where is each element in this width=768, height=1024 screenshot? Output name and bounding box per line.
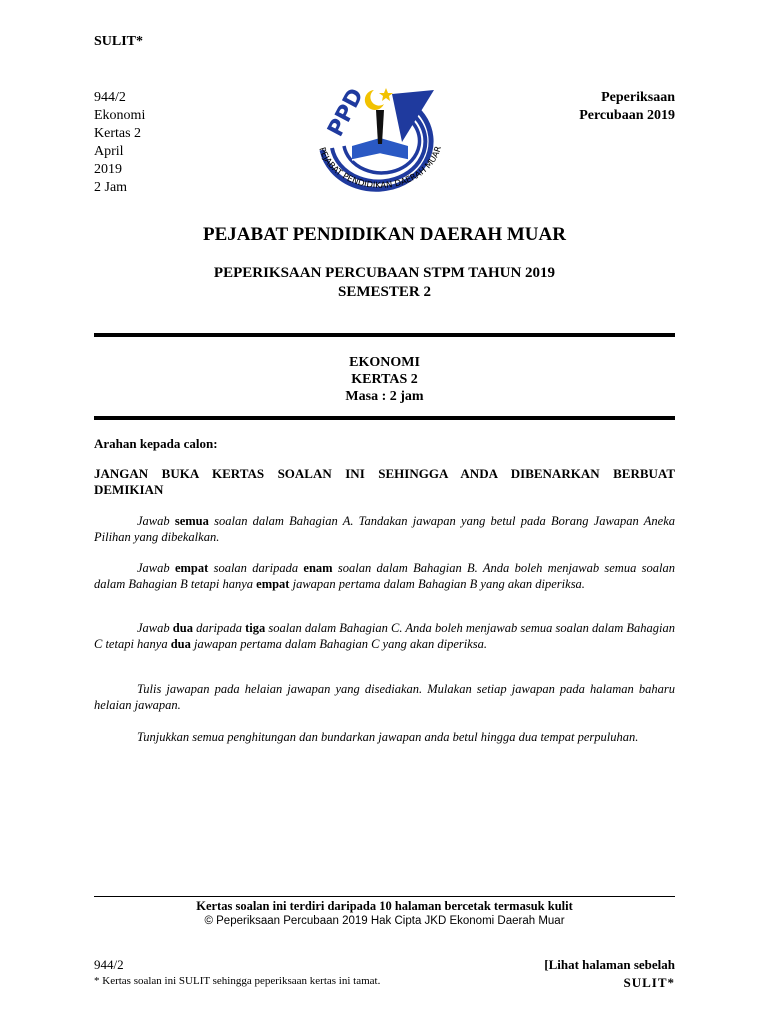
top-divider: [94, 333, 675, 337]
subject-block: [94, 354, 675, 405]
paper-month: April: [94, 144, 124, 159]
instruction-section-b: Jawab empat soalan daripada enam soalan dalam Bahagian B. Anda boleh menjawab semua soalan dalam Bahagian B tetapi hanya empat jawapan pertama dalam Bahagian B yang akan diperiksa.: [94, 561, 675, 591]
copyright-note: © Peperiksaan Percubaan 2019 Hak Cipta JKD Ekonomi Daerah Muar: [204, 915, 565, 927]
bottom-divider: [94, 416, 675, 420]
paper-number: Kertas 2: [94, 126, 142, 141]
paper-duration: 2 Jam: [94, 180, 128, 195]
next-page-note: [Lihat halaman sebelah: [544, 957, 675, 972]
footer-classification: SULIT*: [623, 975, 675, 990]
subject-paper: KERTAS 2: [351, 372, 418, 387]
logo-ppd-text: PPD: [323, 84, 370, 141]
ppd-logo-icon: [300, 80, 460, 195]
subject-duration: Masa : 2 jam: [345, 389, 424, 404]
footer-paper-code: 944/2: [94, 957, 124, 972]
paper-subject: Ekonomi: [94, 108, 146, 123]
warning-line1: JANGAN BUKA KERTAS SOALAN INI SEHINGGA ANDA DIBENARKAN BERBUAT: [94, 466, 675, 481]
exam-type: [579, 89, 675, 125]
paper-year: 2019: [94, 162, 122, 177]
warning-text: [94, 466, 675, 498]
paper-meta: [94, 89, 145, 197]
page-count-note: Kertas soalan ini terdiri daripada 10 halaman bercetak termasuk kulit: [196, 899, 573, 913]
footer-sulit-note: * Kertas soalan ini SULIT sehingga peperiksaan kertas ini tamat.: [94, 975, 381, 987]
instruction-answer-sheet: Tulis jawapan pada helaian jawapan yang disediakan. Mulakan setiap jawapan pada halaman baharu helaian jawapan.: [94, 682, 675, 712]
instruction-section-c: Jawab dua daripada tiga soalan dalam Bahagian C. Anda boleh menjawab semua soalan dalam Bahagian C tetapi hanya dua jawapan pertama dalam Bahagian C yang akan diperiksa.: [94, 621, 675, 651]
instruction-calculation: Tunjukkan semua penghitungan dan bundarkan jawapan anda betul hingga dua tempat perpuluhan.: [137, 730, 639, 744]
instructions-heading: Arahan kepada calon:: [94, 436, 218, 451]
warning-line2: DEMIKIAN: [94, 482, 164, 497]
exam-title-line2: SEMESTER 2: [338, 284, 431, 300]
paper-code: 944/2: [94, 90, 126, 105]
logo-ring-text: PEJABAT PENDIDIKAN DAERAH MUAR: [316, 145, 444, 192]
exam-title-line1: PEPERIKSAAN PERCUBAAN STPM TAHUN 2019: [213, 265, 556, 281]
classification-label: SULIT*: [94, 34, 144, 49]
exam-title: [94, 264, 675, 302]
exam-type-line1: Peperiksaan: [601, 90, 675, 105]
exam-type-line2: Percubaan 2019: [579, 108, 675, 123]
office-title: PEJABAT PENDIDIKAN DAERAH MUAR: [203, 224, 566, 245]
footer-divider: [94, 896, 675, 897]
instruction-section-a: Jawab semua soalan dalam Bahagian A. Tandakan jawapan yang betul pada Borang Jawapan Aneka Pilihan yang dibekalkan.: [94, 514, 676, 544]
subject-name: EKONOMI: [349, 355, 420, 370]
